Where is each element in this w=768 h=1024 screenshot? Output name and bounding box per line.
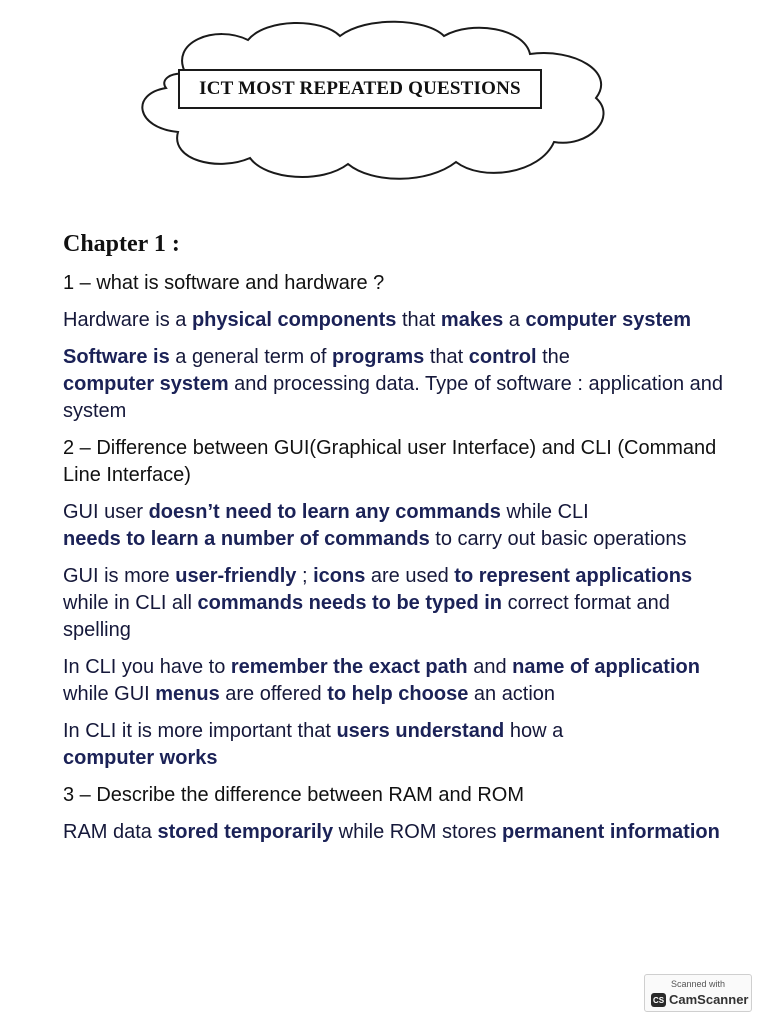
answer-gui-friendly: GUI is more user-friendly ; icons are used to represent applications while in CLI all commands needs to be typed in correct format and spelling bbox=[63, 565, 693, 641]
title-cloud bbox=[126, 14, 626, 190]
question-1: 1 – what is software and hardware ? bbox=[63, 272, 385, 294]
answer-gui-commands: GUI user doesn’t need to learn any commands while CLI needs to learn a number of commands to carry out basic operations bbox=[63, 501, 687, 550]
answer-cli-understand: In CLI it is more important that users understand how a computer works bbox=[63, 720, 564, 769]
camscanner-name: CamScanner bbox=[669, 992, 749, 1007]
answer-software: Software is a general term of programs that control the computer system and processing data. Type of software : application and system bbox=[63, 346, 724, 422]
answer-ram-rom: RAM data stored temporarily while ROM stores permanent information bbox=[63, 821, 720, 843]
question-3: 3 – Describe the difference between RAM and ROM bbox=[63, 784, 524, 806]
camscanner-logo-icon: CS bbox=[651, 993, 666, 1007]
answer-hardware: Hardware is a physical components that makes a computer system bbox=[63, 309, 692, 331]
document-body bbox=[63, 270, 743, 846]
page-title: ICT MOST REPEATED QUESTIONS bbox=[178, 69, 542, 109]
camscanner-badge bbox=[644, 974, 752, 1012]
chapter-heading: Chapter 1 : bbox=[63, 231, 180, 257]
answer-cli-path: In CLI you have to remember the exact path and name of application while GUI menus are offered to help choose an action bbox=[63, 656, 700, 705]
scanned-with-label: Scanned with bbox=[670, 979, 726, 989]
question-2: 2 – Difference between GUI(Graphical user Interface) and CLI (Command Line Interface) bbox=[63, 437, 717, 486]
